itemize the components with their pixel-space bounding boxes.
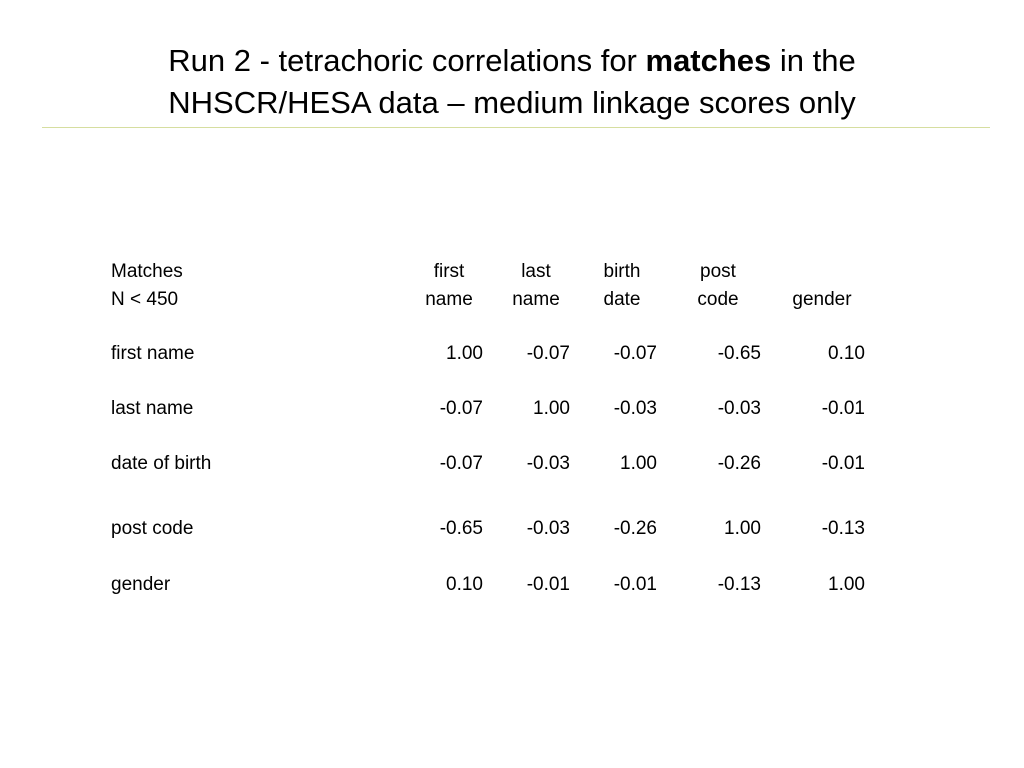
column-header-last-name-2: name [512,289,560,310]
correlation-value: 1.00 [724,518,761,539]
correlation-value: -0.03 [613,398,657,419]
correlation-value: 0.10 [828,343,865,364]
correlation-value: -0.01 [821,453,865,474]
correlation-value: -0.07 [613,343,657,364]
correlation-value: -0.01 [613,574,657,595]
correlation-value: -0.01 [526,574,570,595]
title-text-1a: Run 2 - tetrachoric correlations for [168,43,646,78]
correlation-value: -0.26 [717,453,761,474]
correlation-value: -0.07 [439,453,483,474]
title-emphasis: matches [645,43,772,78]
title-text-1b: in the [771,43,856,78]
row-label: last name [111,398,194,419]
correlation-value: -0.03 [717,398,761,419]
column-header-birth-date-2: date [603,289,641,310]
column-header-first-name-2: name [425,289,473,310]
correlation-value: -0.26 [613,518,657,539]
correlation-value: -0.07 [526,343,570,364]
correlation-value: -0.13 [717,574,761,595]
corner-label-line-1: Matches [111,261,183,282]
correlation-value: -0.07 [439,398,483,419]
row-label: date of birth [111,453,212,474]
column-header-gender-2: gender [792,289,852,310]
title-line-1 [0,40,1024,82]
column-header-post-code-1: post [700,261,736,282]
correlation-value: 1.00 [533,398,570,419]
slide-title [0,40,1024,124]
correlation-value: -0.01 [821,398,865,419]
corner-label-line-2: N < 450 [111,289,179,310]
column-header-last-name-1: last [521,261,551,282]
correlation-value: -0.13 [821,518,865,539]
correlation-value: 1.00 [620,453,657,474]
row-label: post code [111,518,194,539]
correlation-value: -0.03 [526,518,570,539]
column-header-post-code-2: code [697,289,739,310]
title-divider [42,127,990,128]
correlation-value: 1.00 [828,574,865,595]
correlation-value: 0.10 [446,574,483,595]
title-line-2: NHSCR/HESA data – medium linkage scores only [168,85,856,120]
column-header-first-name-1: first [433,261,465,282]
row-label: first name [111,343,195,364]
row-label: gender [111,574,171,595]
correlation-value: -0.65 [439,518,483,539]
correlation-value: -0.65 [717,343,761,364]
correlation-value: 1.00 [446,343,483,364]
column-header-birth-date-1: birth [603,261,641,282]
correlation-value: -0.03 [526,453,570,474]
